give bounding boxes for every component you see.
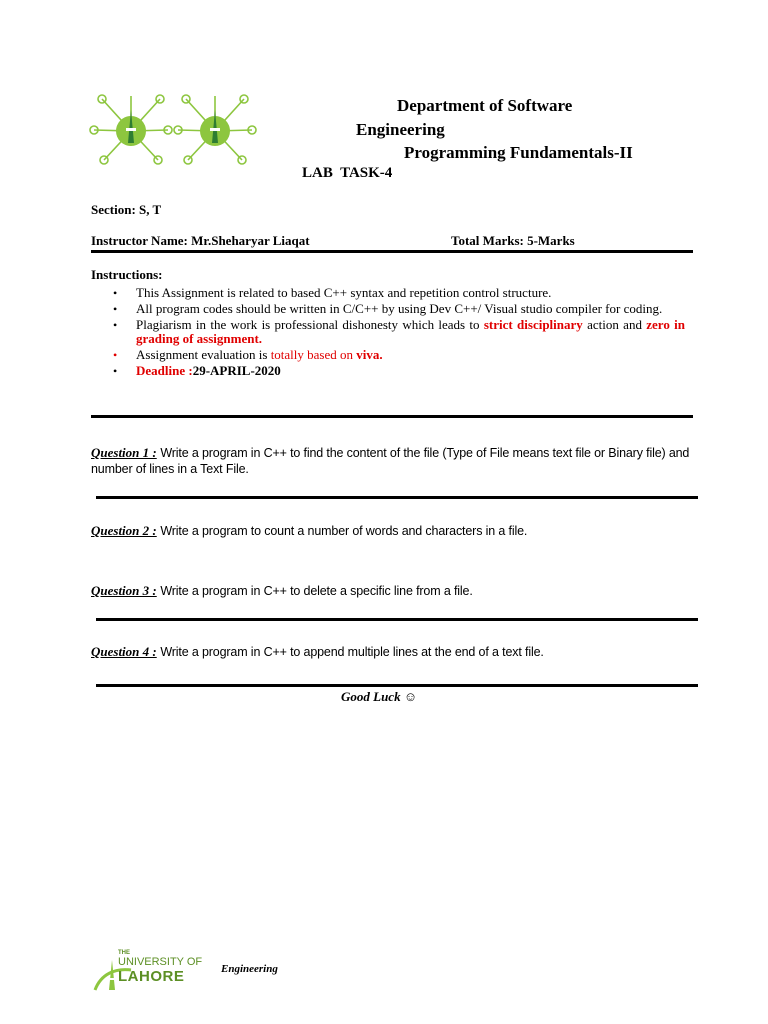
course-title: Programming Fundamentals-II (404, 143, 633, 162)
university-name: UNIVERSITY OF (118, 956, 203, 968)
question-label: Question 1 : (91, 445, 157, 460)
faculty-name: Engineering (221, 963, 278, 975)
university-city: LAHORE (118, 968, 185, 985)
question-text: Write a program in C++ to delete a specific line from a file. (160, 584, 473, 598)
lab-task-title: LAB TASK-4 (302, 165, 393, 181)
department-logo-right (172, 88, 258, 174)
university-the: THE (118, 950, 130, 956)
department-title-line1: Department of Software (397, 96, 573, 115)
question-text: Write a program to count a number of words and characters in a file. (160, 524, 528, 538)
question-1 (91, 445, 691, 477)
university-logo (93, 950, 278, 994)
instruction-item: • This Assignment is related to based C++ syntax and repetition control structure. (113, 285, 552, 300)
divider-q3 (96, 618, 698, 621)
question-label: Question 3 : (91, 583, 157, 598)
question-text: Write a program in C++ to find the content of the file (Type of File means text file or Binary file) and number of lines in a Text File. (91, 446, 690, 476)
divider-q4 (96, 684, 698, 687)
instructions-heading: Instructions: (91, 267, 163, 282)
question-label: Question 4 : (91, 644, 157, 659)
question-text: Write a program in C++ to append multiple lines at the end of a text file. (160, 645, 544, 659)
good-luck-text: Good Luck ☺ (341, 689, 418, 704)
total-marks: Total Marks: 5-Marks (451, 233, 575, 248)
section-label: Section: S, T (91, 202, 162, 217)
department-logo-left (88, 88, 174, 174)
question-label: Question 2 : (91, 523, 157, 538)
instructions-list (113, 286, 685, 380)
divider-instructions (91, 415, 693, 418)
instruction-item: • Plagiarism in the work is professional dishonesty which leads to strict disciplinary action and zero in grading of assignment. (113, 317, 685, 346)
question-4 (91, 644, 691, 660)
question-3 (91, 583, 691, 599)
divider-top (91, 250, 693, 253)
instructor-name: Instructor Name: Mr.Sheharyar Liaqat (91, 233, 310, 248)
divider-q1 (96, 496, 698, 499)
question-2 (91, 523, 691, 539)
instruction-item: • Deadline :29-APRIL-2020 (113, 363, 281, 378)
department-title-line2: Engineering (356, 120, 445, 139)
instruction-item: • All program codes should be written in C/C++ by using Dev C++/ Visual studio compiler for coding. (113, 301, 663, 316)
instruction-item: • Assignment evaluation is totally based on viva. (113, 347, 383, 362)
